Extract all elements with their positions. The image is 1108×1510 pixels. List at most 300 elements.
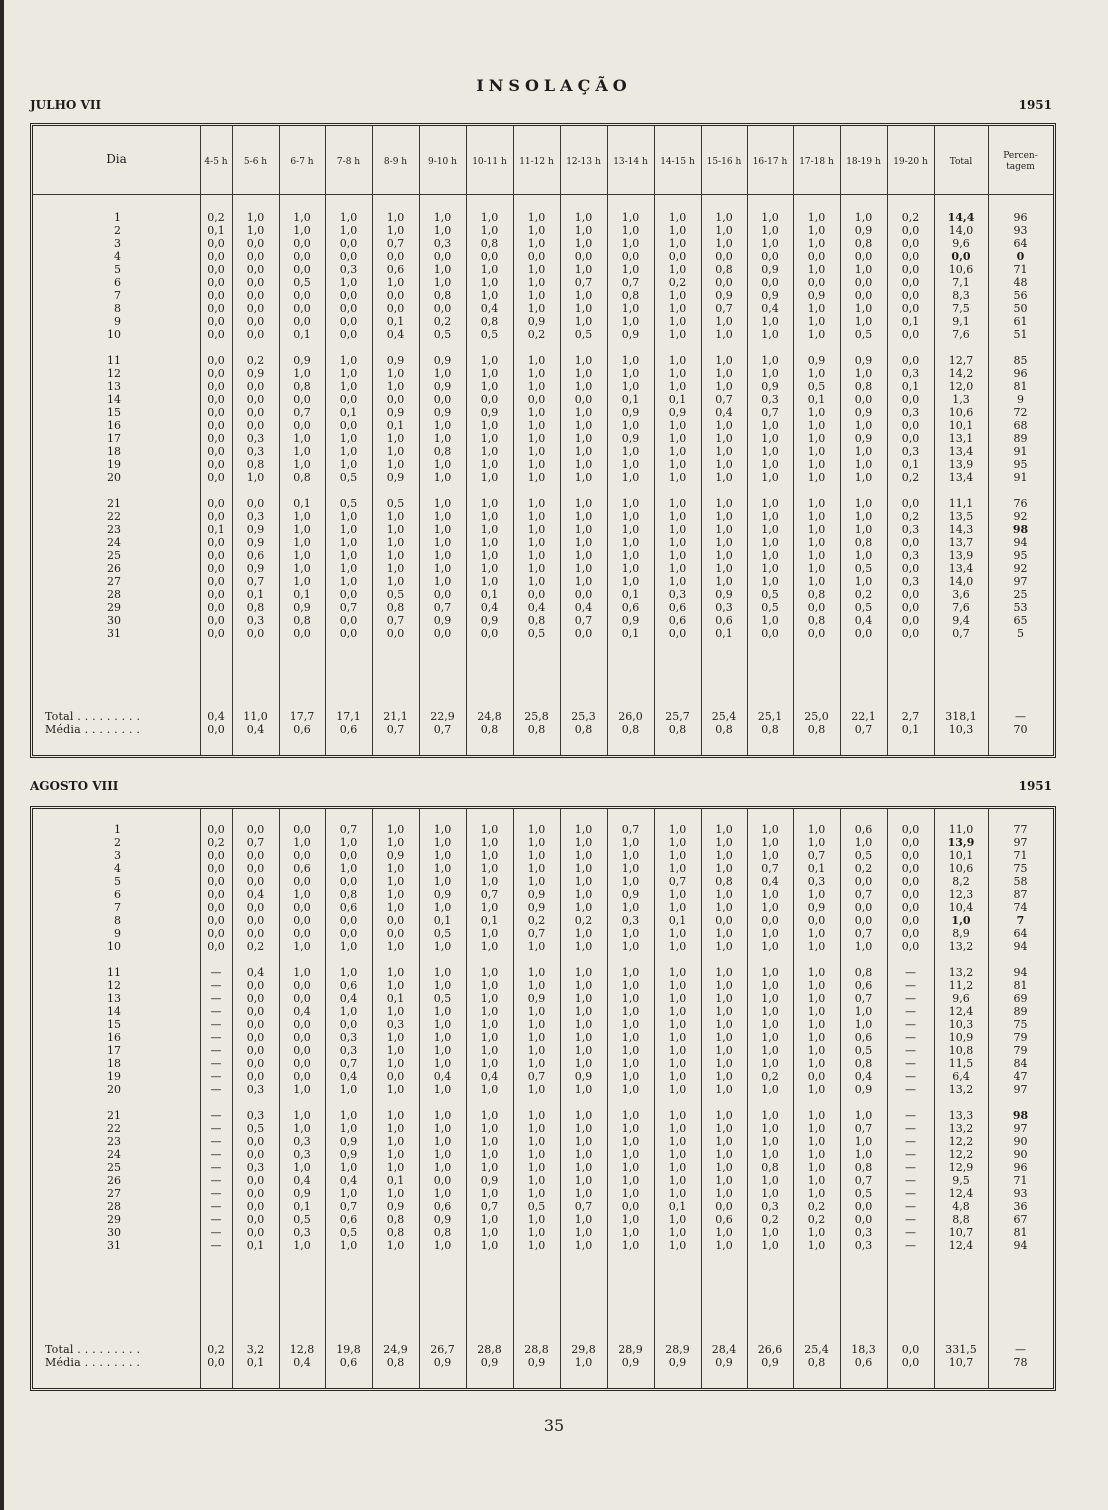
- value-cell: 0,0: [207, 354, 225, 367]
- value-cell: 0,0: [901, 263, 920, 276]
- value-cell: 0,0: [339, 927, 358, 940]
- value-cell: 1,0: [761, 927, 779, 940]
- value-cell: 0,0: [386, 927, 405, 940]
- value-cell: 1,0: [433, 549, 452, 562]
- value-cell: —: [905, 1070, 916, 1083]
- value-cell: 1,0: [433, 276, 452, 289]
- media-value-cell: 0,0: [207, 1356, 225, 1369]
- value-cell: 1,0: [715, 562, 733, 575]
- value-cell: 1,0: [668, 510, 687, 523]
- value-cell: 1,0: [480, 1122, 499, 1135]
- value-cell: 13,2: [948, 1083, 974, 1096]
- value-cell: 0,8: [386, 1213, 405, 1226]
- value-cell: 1,0: [433, 263, 452, 276]
- value-cell: 1,0: [339, 432, 358, 445]
- value-cell: 1,0: [761, 849, 779, 862]
- value-cell: 0,0: [951, 250, 971, 263]
- value-cell: 0,3: [246, 1083, 265, 1096]
- value-cell: 0,0: [207, 588, 225, 601]
- value-cell: 1,0: [807, 510, 826, 523]
- value-cell: 1,0: [807, 211, 826, 224]
- value-cell: 1,0: [761, 432, 779, 445]
- value-cell: 0,4: [246, 966, 265, 979]
- value-cell: 13,4: [948, 562, 974, 575]
- value-cell: 0,0: [901, 289, 920, 302]
- value-cell: —: [210, 1044, 222, 1057]
- value-cell: 1,0: [433, 836, 452, 849]
- value-cell: 64: [1013, 927, 1028, 940]
- value-cell: 0,9: [339, 1148, 358, 1161]
- value-cell: 0,9: [715, 289, 733, 302]
- value-cell: 1,0: [621, 1122, 640, 1135]
- value-cell: 1,0: [574, 901, 593, 914]
- value-cell: 0,0: [901, 432, 920, 445]
- value-cell: 0,5: [293, 1213, 311, 1226]
- day-cell: 20: [107, 1083, 121, 1096]
- value-cell: 0,6: [339, 979, 358, 992]
- table-row: [33, 458, 1053, 471]
- value-cell: 1,0: [574, 1031, 593, 1044]
- value-cell: 1,0: [668, 367, 687, 380]
- value-cell: 1,0: [433, 1239, 452, 1252]
- value-cell: 0,0: [246, 1057, 265, 1070]
- value-cell: 1,0: [293, 211, 311, 224]
- column-header: 11-12 h: [519, 156, 554, 167]
- july-section-label: JULHO VII: [30, 98, 102, 112]
- total-value-cell: 25,4: [711, 710, 737, 723]
- value-cell: 1,0: [621, 302, 640, 315]
- total-value-cell: 25,8: [524, 710, 549, 723]
- value-cell: 93: [1013, 224, 1028, 237]
- day-cell: 6: [114, 888, 121, 901]
- value-cell: 0,4: [574, 601, 593, 614]
- value-cell: 0,0: [207, 263, 225, 276]
- media-value-cell: 0,9: [480, 1356, 499, 1369]
- table-row: [33, 1109, 1053, 1122]
- value-cell: 1,0: [574, 1174, 593, 1187]
- value-cell: 1,0: [621, 1187, 640, 1200]
- value-cell: 0,5: [854, 1044, 873, 1057]
- value-cell: 1,0: [668, 1083, 687, 1096]
- value-cell: 1,0: [668, 380, 687, 393]
- value-cell: 0,7: [668, 875, 687, 888]
- value-cell: 0,0: [901, 823, 920, 836]
- value-cell: 94: [1013, 966, 1028, 979]
- value-cell: 1,0: [527, 471, 546, 484]
- value-cell: 0,7: [761, 406, 779, 419]
- value-cell: 0,0: [246, 1174, 265, 1187]
- value-cell: 1,0: [433, 1005, 452, 1018]
- value-cell: 1,0: [293, 367, 311, 380]
- value-cell: 0,0: [246, 627, 265, 640]
- value-cell: 0,0: [246, 1187, 265, 1200]
- table-row: [33, 445, 1053, 458]
- value-cell: 1,0: [621, 575, 640, 588]
- value-cell: 0,1: [807, 393, 826, 406]
- value-cell: 1,0: [854, 419, 873, 432]
- value-cell: 1,0: [668, 940, 687, 953]
- day-cell: 14: [107, 1005, 121, 1018]
- day-cell: 17: [107, 432, 121, 445]
- value-cell: 0,3: [901, 523, 920, 536]
- value-cell: 0,2: [207, 836, 225, 849]
- value-cell: 0,1: [293, 497, 311, 510]
- value-cell: —: [210, 992, 222, 1005]
- value-cell: 1,0: [293, 458, 311, 471]
- value-cell: 0,9: [386, 849, 405, 862]
- day-cell: 11: [107, 354, 121, 367]
- value-cell: 0,9: [386, 1200, 405, 1213]
- value-cell: 11,2: [948, 979, 974, 992]
- total-value-cell: 24,9: [383, 1343, 408, 1356]
- media-value-cell: 10,3: [948, 723, 974, 736]
- value-cell: 1,0: [761, 458, 779, 471]
- value-cell: 0,0: [293, 263, 311, 276]
- value-cell: —: [905, 1226, 916, 1239]
- value-cell: 1,0: [293, 432, 311, 445]
- value-cell: 1,0: [807, 445, 826, 458]
- value-cell: 8,9: [952, 927, 970, 940]
- value-cell: 1,0: [621, 445, 640, 458]
- value-cell: 1,0: [339, 836, 358, 849]
- value-cell: 0,0: [901, 302, 920, 315]
- day-cell: 9: [114, 315, 121, 328]
- value-cell: 1,0: [715, 1187, 733, 1200]
- value-cell: 1,0: [621, 419, 640, 432]
- value-cell: 0,0: [293, 875, 311, 888]
- value-cell: 0,0: [246, 901, 265, 914]
- value-cell: 1,0: [807, 1161, 826, 1174]
- value-cell: 0,7: [715, 302, 733, 315]
- table-row: [33, 601, 1053, 614]
- column-header: 8-9 h: [383, 156, 408, 167]
- value-cell: 1,0: [668, 823, 687, 836]
- value-cell: 0,7: [386, 614, 405, 627]
- value-cell: 1,0: [433, 1083, 452, 1096]
- value-cell: 74: [1013, 901, 1028, 914]
- value-cell: 1,0: [480, 1083, 499, 1096]
- value-cell: 0,9: [246, 523, 265, 536]
- value-cell: 0,0: [339, 614, 358, 627]
- value-cell: 0,0: [207, 927, 225, 940]
- value-cell: 1,0: [293, 888, 311, 901]
- value-cell: 1,0: [621, 1109, 640, 1122]
- value-cell: 1,0: [807, 1031, 826, 1044]
- value-cell: 1,0: [433, 966, 452, 979]
- value-cell: 97: [1013, 836, 1028, 849]
- value-cell: 0,8: [480, 237, 499, 250]
- value-cell: 1,0: [621, 549, 640, 562]
- media-value-cell: 0,6: [293, 723, 311, 736]
- value-cell: 1,0: [480, 523, 499, 536]
- value-cell: 1,0: [480, 940, 499, 953]
- value-cell: 1,0: [668, 927, 687, 940]
- value-cell: 77: [1013, 823, 1028, 836]
- value-cell: 50: [1013, 302, 1028, 315]
- value-cell: 10,6: [948, 406, 974, 419]
- value-cell: 1,0: [480, 1135, 499, 1148]
- value-cell: 1,0: [668, 419, 687, 432]
- media-value-cell: 0,8: [527, 723, 546, 736]
- value-cell: 1,0: [480, 1213, 499, 1226]
- media-value-cell: 0,8: [761, 723, 779, 736]
- column-header: 7-8 h: [336, 156, 361, 167]
- day-cell: 31: [107, 627, 121, 640]
- value-cell: 1,0: [668, 328, 687, 341]
- total-value-cell: 0,4: [207, 710, 225, 723]
- value-cell: 0,0: [339, 237, 358, 250]
- table-row: [33, 250, 1053, 263]
- value-cell: 1,0: [668, 1187, 687, 1200]
- value-cell: 0,3: [715, 601, 733, 614]
- value-cell: 0,7: [339, 1200, 358, 1213]
- value-cell: 1,0: [433, 1161, 452, 1174]
- value-cell: 1,0: [574, 823, 593, 836]
- value-cell: 0,0: [246, 1148, 265, 1161]
- value-cell: 0,8: [807, 614, 826, 627]
- value-cell: 1,0: [807, 263, 826, 276]
- value-cell: 0,6: [854, 823, 873, 836]
- value-cell: 0,9: [854, 432, 873, 445]
- value-cell: 1,0: [761, 1174, 779, 1187]
- value-cell: 1,0: [480, 354, 499, 367]
- value-cell: 0,3: [246, 445, 265, 458]
- value-cell: 0,0: [386, 250, 405, 263]
- column-header: 12-13 h: [566, 156, 601, 167]
- value-cell: 0,0: [339, 393, 358, 406]
- value-cell: 95: [1013, 549, 1028, 562]
- value-cell: 1,0: [761, 992, 779, 1005]
- value-cell: 0,5: [574, 328, 593, 341]
- value-cell: 1,0: [715, 575, 733, 588]
- value-cell: 1,0: [807, 1057, 826, 1070]
- value-cell: 1,0: [761, 497, 779, 510]
- value-cell: 1,0: [668, 575, 687, 588]
- value-cell: 1,0: [854, 575, 873, 588]
- value-cell: 0,1: [668, 914, 687, 927]
- value-cell: 0,1: [621, 627, 640, 640]
- value-cell: 0,9: [527, 901, 546, 914]
- total-row: [33, 1343, 1053, 1356]
- value-cell: 1,0: [339, 1005, 358, 1018]
- value-cell: —: [905, 1031, 916, 1044]
- value-cell: 0,6: [621, 601, 640, 614]
- value-cell: 0,4: [761, 302, 779, 315]
- value-cell: 1,0: [807, 302, 826, 315]
- value-cell: 0,0: [207, 536, 225, 549]
- value-cell: 0,0: [293, 237, 311, 250]
- day-cell: 27: [107, 1187, 121, 1200]
- value-cell: 1,0: [668, 263, 687, 276]
- value-cell: 0,9: [433, 1213, 452, 1226]
- value-cell: 0,1: [621, 588, 640, 601]
- value-cell: 1,0: [668, 471, 687, 484]
- value-cell: 0,5: [854, 328, 873, 341]
- value-cell: 0,0: [246, 875, 265, 888]
- value-cell: 1,0: [574, 432, 593, 445]
- value-cell: 1,0: [433, 510, 452, 523]
- table-row: [33, 992, 1053, 1005]
- value-cell: 0,7: [246, 575, 265, 588]
- value-cell: 1,0: [574, 367, 593, 380]
- value-cell: 1,0: [621, 1031, 640, 1044]
- value-cell: 1,0: [433, 432, 452, 445]
- value-cell: 0,0: [293, 1018, 311, 1031]
- value-cell: 1,0: [433, 823, 452, 836]
- value-cell: 0,5: [339, 497, 358, 510]
- value-cell: 0,0: [207, 302, 225, 315]
- august-section-label: AGOSTO VIII: [30, 779, 119, 793]
- value-cell: —: [210, 1018, 222, 1031]
- total-value-cell: 18,3: [851, 1343, 876, 1356]
- value-cell: 0,0: [901, 849, 920, 862]
- table-row: [33, 1070, 1053, 1083]
- value-cell: 0,0: [433, 250, 452, 263]
- value-cell: 1,0: [715, 354, 733, 367]
- table-row: [33, 823, 1053, 836]
- value-cell: 0,0: [246, 393, 265, 406]
- value-cell: 1,0: [621, 849, 640, 862]
- table-row: [33, 862, 1053, 875]
- value-cell: 0,0: [901, 250, 920, 263]
- value-cell: 1,0: [433, 849, 452, 862]
- media-value-cell: 0,9: [715, 1356, 733, 1369]
- value-cell: 1,3: [952, 393, 970, 406]
- value-cell: 1,0: [854, 549, 873, 562]
- value-cell: 1,0: [574, 263, 593, 276]
- value-cell: 0,3: [246, 1161, 265, 1174]
- value-cell: 0,0: [207, 250, 225, 263]
- value-cell: 1,0: [574, 211, 593, 224]
- value-cell: 1,0: [854, 510, 873, 523]
- day-cell: 10: [107, 328, 121, 341]
- value-cell: 1,0: [386, 1109, 405, 1122]
- value-cell: 53: [1013, 601, 1028, 614]
- value-cell: 1,0: [527, 1031, 546, 1044]
- value-cell: 1,0: [621, 510, 640, 523]
- value-cell: 1,0: [480, 875, 499, 888]
- value-cell: 0,4: [854, 1070, 873, 1083]
- value-cell: 1,0: [527, 1005, 546, 1018]
- value-cell: 0,5: [433, 328, 452, 341]
- value-cell: 1,0: [527, 458, 546, 471]
- value-cell: 1,0: [715, 549, 733, 562]
- value-cell: 0,4: [339, 1070, 358, 1083]
- value-cell: 1,0: [339, 862, 358, 875]
- value-cell: 1,0: [715, 1161, 733, 1174]
- total-value-cell: 28,8: [524, 1343, 549, 1356]
- value-cell: 1,0: [527, 1187, 546, 1200]
- value-cell: 0,0: [574, 627, 593, 640]
- value-cell: 0,0: [574, 588, 593, 601]
- value-cell: 0,6: [854, 1031, 873, 1044]
- total-value-cell: 3,2: [246, 1343, 265, 1356]
- value-cell: 1,0: [807, 328, 826, 341]
- value-cell: 1,0: [527, 302, 546, 315]
- value-cell: 0,6: [339, 1213, 358, 1226]
- value-cell: 0,0: [246, 979, 265, 992]
- value-cell: 0,5: [339, 471, 358, 484]
- value-cell: 1,0: [715, 211, 733, 224]
- value-cell: 0,2: [207, 211, 225, 224]
- value-cell: 71: [1013, 1174, 1028, 1187]
- total-row: [33, 710, 1053, 723]
- value-cell: 1,0: [574, 1226, 593, 1239]
- value-cell: 1,0: [807, 549, 826, 562]
- value-cell: 1,0: [433, 211, 452, 224]
- value-cell: 1,0: [386, 1148, 405, 1161]
- value-cell: 0,6: [339, 901, 358, 914]
- value-cell: 1,0: [339, 1109, 358, 1122]
- value-cell: 0,0: [807, 276, 826, 289]
- value-cell: 1,0: [668, 1018, 687, 1031]
- value-cell: 0,2: [901, 471, 920, 484]
- value-cell: 0,0: [807, 601, 826, 614]
- value-cell: 1,0: [761, 1031, 779, 1044]
- day-cell: 30: [107, 614, 121, 627]
- value-cell: 0,2: [246, 354, 265, 367]
- value-cell: 0,0: [207, 328, 225, 341]
- value-cell: 51: [1013, 328, 1028, 341]
- value-cell: 1,0: [574, 523, 593, 536]
- value-cell: 0,6: [246, 549, 265, 562]
- value-cell: 1,0: [574, 1148, 593, 1161]
- day-cell: 1: [114, 211, 121, 224]
- value-cell: 0,8: [854, 966, 873, 979]
- value-cell: 1,0: [807, 419, 826, 432]
- value-cell: 0,7: [339, 601, 358, 614]
- value-cell: 1,0: [527, 966, 546, 979]
- value-cell: 0,4: [715, 406, 733, 419]
- value-cell: 1,0: [668, 992, 687, 1005]
- day-cell: 15: [107, 1018, 121, 1031]
- value-cell: 0,0: [901, 901, 920, 914]
- value-cell: 0,0: [715, 1200, 733, 1213]
- table-row: [33, 1031, 1053, 1044]
- value-cell: 0,8: [339, 888, 358, 901]
- value-cell: 1,0: [715, 823, 733, 836]
- value-cell: 0,0: [339, 419, 358, 432]
- table-row: [33, 1044, 1053, 1057]
- value-cell: 1,0: [668, 562, 687, 575]
- table-row: [33, 627, 1053, 640]
- value-cell: 1,0: [807, 1005, 826, 1018]
- value-cell: 1,0: [854, 1109, 873, 1122]
- media-value-cell: 0,1: [901, 723, 920, 736]
- value-cell: 1,0: [807, 1135, 826, 1148]
- table-row: [33, 276, 1053, 289]
- value-cell: 1,0: [527, 836, 546, 849]
- total-value-cell: 25,4: [804, 1343, 829, 1356]
- value-cell: 0,7: [246, 836, 265, 849]
- value-cell: 1,0: [339, 276, 358, 289]
- value-cell: 1,0: [761, 979, 779, 992]
- value-cell: 1,0: [854, 1018, 873, 1031]
- total-value-cell: 25,0: [804, 710, 829, 723]
- day-cell: 2: [114, 836, 121, 849]
- value-cell: 1,0: [715, 458, 733, 471]
- value-cell: 0,7: [480, 888, 499, 901]
- value-cell: 1,0: [761, 1187, 779, 1200]
- value-cell: 0,0: [207, 497, 225, 510]
- value-cell: 12,4: [948, 1239, 974, 1252]
- value-cell: 0,0: [901, 836, 920, 849]
- value-cell: 1,0: [246, 224, 265, 237]
- value-cell: 0,0: [246, 276, 265, 289]
- table-row: [33, 614, 1053, 627]
- value-cell: —: [905, 1044, 916, 1057]
- value-cell: 1,0: [668, 1135, 687, 1148]
